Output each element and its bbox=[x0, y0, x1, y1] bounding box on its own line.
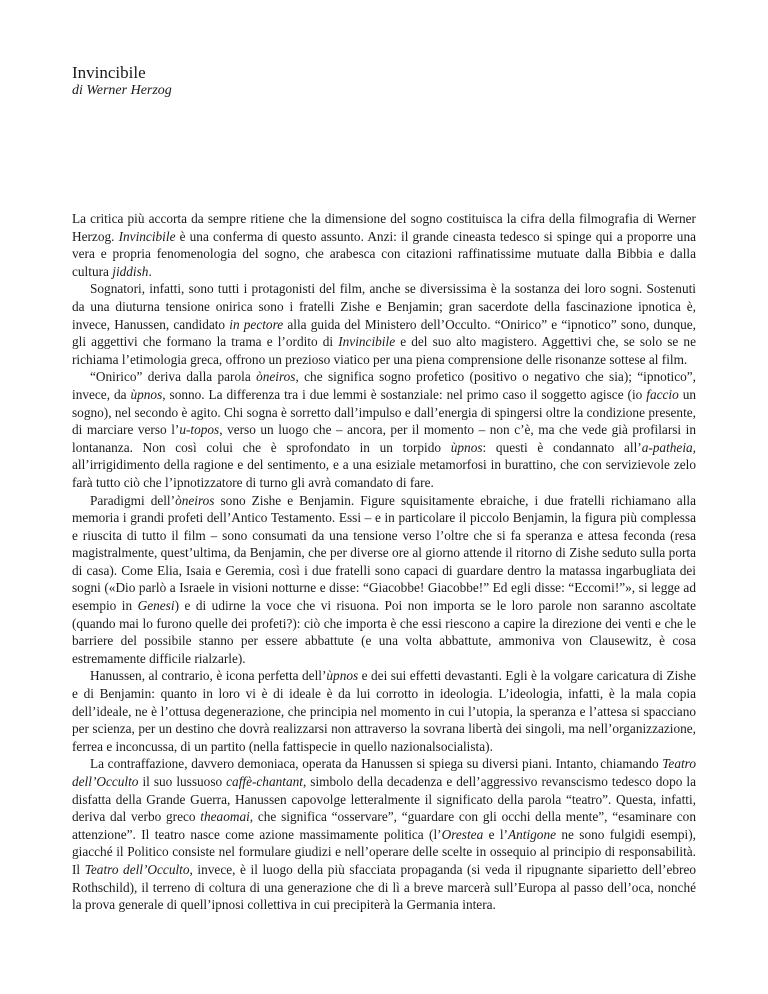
italic-text: Invincibile bbox=[338, 334, 396, 350]
text-run: La contraffazione, davvero demoniaca, operata da Hanussen si spiega su diversi piani. Intanto, chiamando bbox=[90, 756, 663, 772]
italic-text: ùpnos bbox=[130, 386, 163, 402]
italic-text: jiddish bbox=[112, 263, 149, 279]
italic-text: Teatro dell’Occulto bbox=[84, 861, 190, 877]
italic-text: theaomai bbox=[200, 809, 250, 825]
document-title: Invincibile bbox=[72, 63, 146, 82]
text-run: Paradigmi dell’ bbox=[90, 492, 176, 508]
text-run: , verso un luogo che – ancora, per il momento – non c’è, ma che vede già profilarsi in lontananza. Non così colui che è sprofondato in un torpido bbox=[72, 422, 696, 455]
text-run: . bbox=[148, 263, 152, 279]
italic-text: òneiros bbox=[256, 369, 296, 385]
text-run: Sognatori, infatti, sono tutti i protagonisti del film, anche se diversissima è la sostanza dei loro sogni. Sostenuti da una diuturna tensione onirica sono i fratelli Zishe e Benjamin; gran sacerdote della fascinazione ipnotica è, invece, Hanussen, candidato bbox=[72, 281, 696, 332]
text-run: all’irrigidimento della ragione e del sentimento, e a una esiziale metamorfosi in burattino, che con servizievole zelo farà tutto ciò che l’ipnotizzatore di turno gli avrà comandato di fare. bbox=[72, 457, 696, 490]
italic-text: Genesi bbox=[137, 598, 175, 614]
text-run: e l’ bbox=[483, 826, 508, 842]
text-run: , sonno. La differenza tra i due lemmi è sostanziale: nel primo caso il soggetto agisce (io bbox=[162, 386, 647, 402]
body-paragraph bbox=[72, 368, 696, 491]
text-run: La critica più accorta da sempre ritiene che la dimensione del sogno costituisca la cifra della filmografia di Werner Herzog. bbox=[72, 211, 696, 244]
italic-text: ùpnos bbox=[450, 439, 483, 455]
italic-text: Antigone bbox=[507, 826, 556, 842]
author-byline: di Werner Herzog bbox=[72, 83, 172, 98]
text-run: e del suo alto magistero. Aggettivi che, se solo se ne richiama l’etimologia greca, offrono un prezioso viatico per una piena comprensione delle risonanze sottese al film. bbox=[72, 334, 696, 367]
body-paragraph bbox=[72, 280, 696, 368]
text-run: un sogno), nel secondo è agito. Chi sogna è sorretto dall’impulso e dall’energia di spingersi oltre la condizione presente, di marciare verso l’ bbox=[72, 386, 696, 438]
text-run: , invece, è il luogo della più sfacciata propaganda (si veda il ripugnante siparietto dell’ebreo Rothschild), il terreno di coltura di una generazione che di lì a breve marcerà sull’Europa al passo dell’oca, nonché la prova generale di quell’ipnosi collettiva in cui precipiterà la Germania intera. bbox=[72, 861, 697, 913]
text-run: , che significa “osservare”, “guardare con gli occhi della mente”, “esaminare con attenzione”. Il teatro nasce come azione massimamente politica (l’ bbox=[72, 809, 696, 842]
italic-text: caffè-chantant bbox=[226, 774, 303, 789]
italic-text: Invincibile bbox=[118, 228, 176, 244]
body-paragraph bbox=[72, 492, 696, 668]
text-run: ne sono fulgidi esempi), giacché il Politico consiste nel formulare giudizi e nell’operare delle scelte in ossequio al principio di responsabilità. Il bbox=[72, 826, 696, 877]
text-run: sono Zishe e Benjamin. Figure squisitamente ebraiche, i due fratelli richiamano alla memoria i grandi profeti dell’Antico Testamento. Essi – e in particolare il piccolo Benjamin, la figura più complessa e riuscita di tutto il film – sono consumati da una tensione verso l’oltre che si fa speranza e attesa feconda (resa magistralmente, quest’ultima, da Benjamin, che per diverse ore al giorno attende il ritorno di Zishe seduto sulla porta di casa). Come Elia, Isaia e Geremia, così i due fratelli sono capaci di guardare dentro la matassa ingarbugliata dei sogni («Dio parlò a Israele in visioni notturne e disse: “Giacobbe! Giacobbe!” Ed egli disse: “Eccomi!”», si legge ad esempio in bbox=[72, 492, 696, 614]
text-run: “Onirico” deriva dalla parola bbox=[90, 369, 257, 385]
body-paragraph bbox=[72, 755, 696, 913]
italic-text: òneiros bbox=[175, 492, 215, 508]
italic-text: faccio bbox=[646, 386, 679, 402]
italic-text: in pectore bbox=[229, 316, 284, 332]
body-paragraph bbox=[72, 667, 696, 755]
text-run: il suo lussuoso bbox=[138, 774, 227, 789]
text-run: , che significa sogno profetico (positivo o negativo che sia); “ipnotico”, invece, da bbox=[72, 369, 696, 402]
text-run: : questi è condannato all’ bbox=[482, 439, 642, 455]
italic-text: ùpnos bbox=[326, 668, 359, 684]
text-run: Hanussen, al contrario, è icona perfetta dell’ bbox=[90, 668, 327, 684]
body-paragraph bbox=[72, 210, 696, 280]
italic-text: u-topos bbox=[179, 422, 220, 438]
text-run: alla guida del Ministero dell’Occulto. “Onirico” e “ipnotico” sono, dunque, gli aggettivi che formano la trama e l’ordito di bbox=[72, 316, 697, 350]
text-run: , simbolo della decadenza e dell’aggressivo revanscismo tedesco dopo la disfatta della Grande Guerra, Hanussen capovolge letteralmente il significato della parola “teatro”. Questa, infatti, deriva dal verbo greco bbox=[72, 774, 696, 825]
text-run: ) e di udirne la voce che vi risuona. Poi non importa se le loro parole non saranno ascoltate (quando mai lo furono quelle dei profeti?): ciò che importa è che essi riescono a capire la direzione dei venti e che le barriere del possibile stanno per essere abbattute (e una volta abbattute, ammoniva von Clausewitz, è cosa estremamente difficile rialzarle). bbox=[72, 598, 696, 666]
italic-text: Orestea bbox=[441, 826, 484, 842]
text-run: è una conferma di questo assunto. Anzi: il grande cineasta tedesco si spinge qui a proporre una vera e propria fenomenologia del sogno, che arabesca con citazioni raffinatissime mutuate dalla Bibbia e dalla cultura bbox=[72, 228, 697, 279]
italic-text: Teatro dell’Occulto bbox=[72, 756, 696, 789]
text-run: e dei sui effetti devastanti. Egli è la volgare caricatura di Zishe e di Benjamin: quanto in loro vi è di ideale è da lui corrotto in ideologia. L’ideologia, infatti, è la mala copia dell’ideale, ne è l’ottusa degenerazione, che principia nel momento in cui l’utopia, la speranza e l’attesa si spacciano per scienza, per un destino che dovrà realizzarsi non attraverso la sovrana libertà dei singoli, ma nell’organizzazione, ferrea e inconcussa, di un partito (nella fattispecie in quello nazionalsocialista). bbox=[72, 668, 696, 754]
article-body bbox=[72, 210, 696, 914]
italic-text: a-patheia, bbox=[641, 439, 696, 455]
